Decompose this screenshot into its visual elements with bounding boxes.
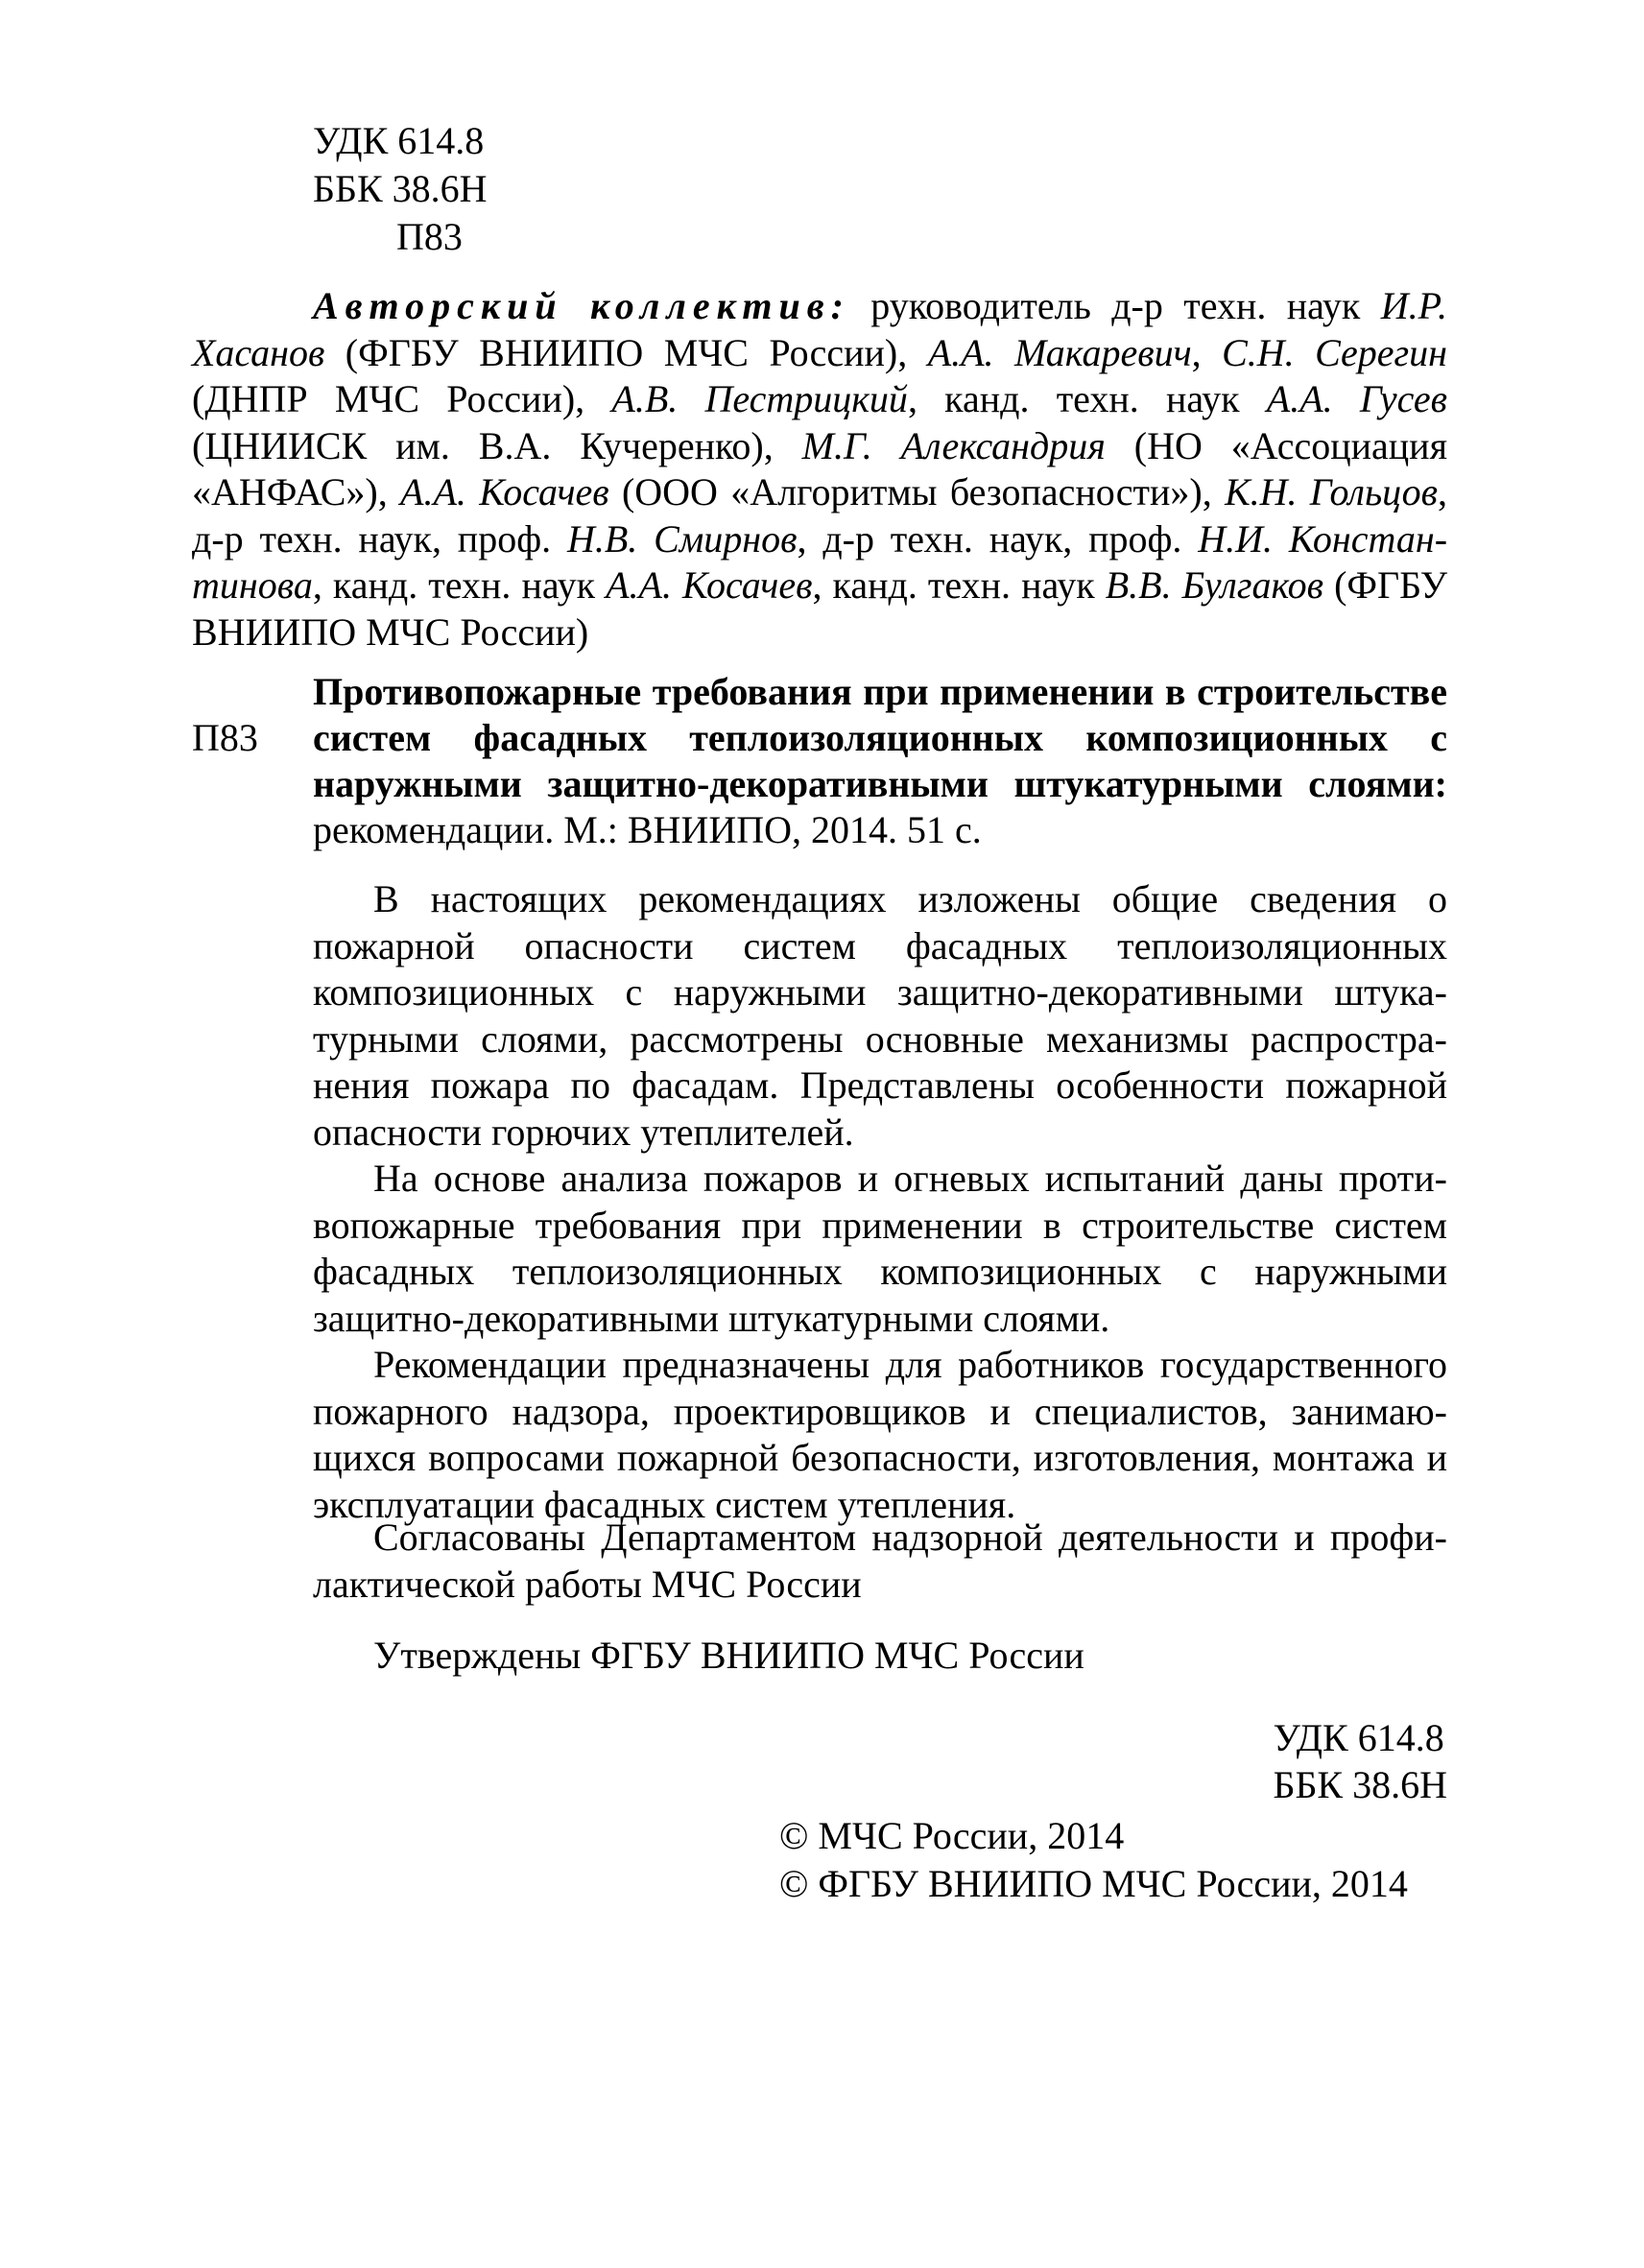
approval-note: Утверждены ФГБУ ВНИИПО МЧС России <box>373 1634 1084 1677</box>
author-name: А.А. Гусев <box>1266 377 1448 420</box>
authors-text: , д-р техн. наук, проф. <box>192 470 1447 561</box>
author-name: С.Н. Серегин <box>1222 330 1447 374</box>
bbk-code-footer: ББК 38.6Н <box>1273 1763 1447 1806</box>
author-name: А.А. Макаревич <box>927 330 1192 374</box>
bbk-code: ББК 38.6Н <box>313 167 488 210</box>
authors-text: , <box>1191 330 1223 374</box>
publication-details: рекомендации. М.: ВНИИПО, 2014. 51 с. <box>313 808 982 851</box>
authors-text: , канд. техн. наук <box>312 563 607 607</box>
author-name: А.А. Косачев <box>400 470 609 513</box>
authors-text: (ООО «Алгоритмы безопасности»), <box>608 470 1226 513</box>
authors-text: (ФГБУ ВНИИПО МЧС России) <box>192 563 1448 654</box>
bibliographic-record <box>313 669 1447 853</box>
udk-code: УДК 614.8 <box>313 119 485 162</box>
book-title: Противопожарные требования при применении в строительстве систем фасадных теплоизоляционных композиционных с наружными защитно-декоративными штукатурными слоями: <box>313 670 1447 805</box>
authors-text: , д-р техн. наук, проф. <box>797 516 1199 561</box>
author-collective <box>192 283 1447 656</box>
author-name: И.Р. Хасанов <box>192 284 1448 374</box>
classification-footer <box>1273 1714 1447 1808</box>
authors-text: (ФГБУ ВНИИПО МЧС России), <box>324 330 928 374</box>
authors-text: (ЦНИИСК им. В.А. Кучеренко), <box>192 423 802 467</box>
author-name: А.В. Пестрицкий <box>611 377 908 420</box>
copyright-block <box>779 1812 1408 1908</box>
abstract <box>313 876 1447 1528</box>
authors-text: , канд. техн. наук <box>907 377 1267 420</box>
author-name: В.В. Булгаков <box>1105 563 1324 607</box>
agreement-note: Согласованы Департаментом надзорной деятельности и профилактической работы МЧС России <box>313 1516 1447 1606</box>
author-name: Н.И. Константинова <box>192 516 1448 607</box>
abstract-paragraph: Рекомендации предназначены для работников государственного пожарного надзора, проектировщиков и специалистов, занимающихся вопросами пожарной безопасности, изготовления, монтажа и эксплуатации фасадных систем утепления. <box>313 1343 1447 1526</box>
author-name: М.Г. Александрия <box>801 423 1106 467</box>
author-mark-code: П83 <box>396 215 463 258</box>
bibliography-code: П83 <box>192 716 258 759</box>
abstract-paragraph: На основе анализа пожаров и огневых испытаний даны противопожарные требования при применении в строительстве систем фасадных теплоизоляционных композиционных с наружными защитно-декоративными штукатурными слоями. <box>313 1157 1447 1340</box>
authors-text: (НО «Ассоциация «АНФАС»), <box>192 423 1447 513</box>
udk-code-footer: УДК 614.8 <box>1273 1716 1444 1759</box>
author-name: А.А. Косачев <box>606 563 813 607</box>
authors-text: (ДНПР МЧС России), <box>192 377 612 420</box>
authors-text: руководитель д-р техн. наук <box>849 284 1381 327</box>
author-name: Н.В. Смирнов <box>566 516 798 561</box>
copyright-line: © МЧС России, 2014 <box>779 1814 1125 1857</box>
classification-header <box>313 117 488 261</box>
authors-text: , канд. техн. наук <box>812 563 1106 607</box>
abstract-paragraph: В настоящих рекомендациях изложены общие сведения о пожарной опасности систем фасадных теплоизоляционных композиционных с наружными защитно-декоративными штукатурными слоями, рассмотрены основные механизмы распространения пожара по фасадам. Представлены особенности пожарной опасности горючих утеплителей. <box>313 877 1447 1154</box>
copyright-line: © ФГБУ ВНИИПО МЧС России, 2014 <box>779 1862 1408 1905</box>
authors-label: Авторский коллектив: <box>313 284 850 327</box>
author-name: К.Н. Гольцов <box>1225 470 1438 513</box>
